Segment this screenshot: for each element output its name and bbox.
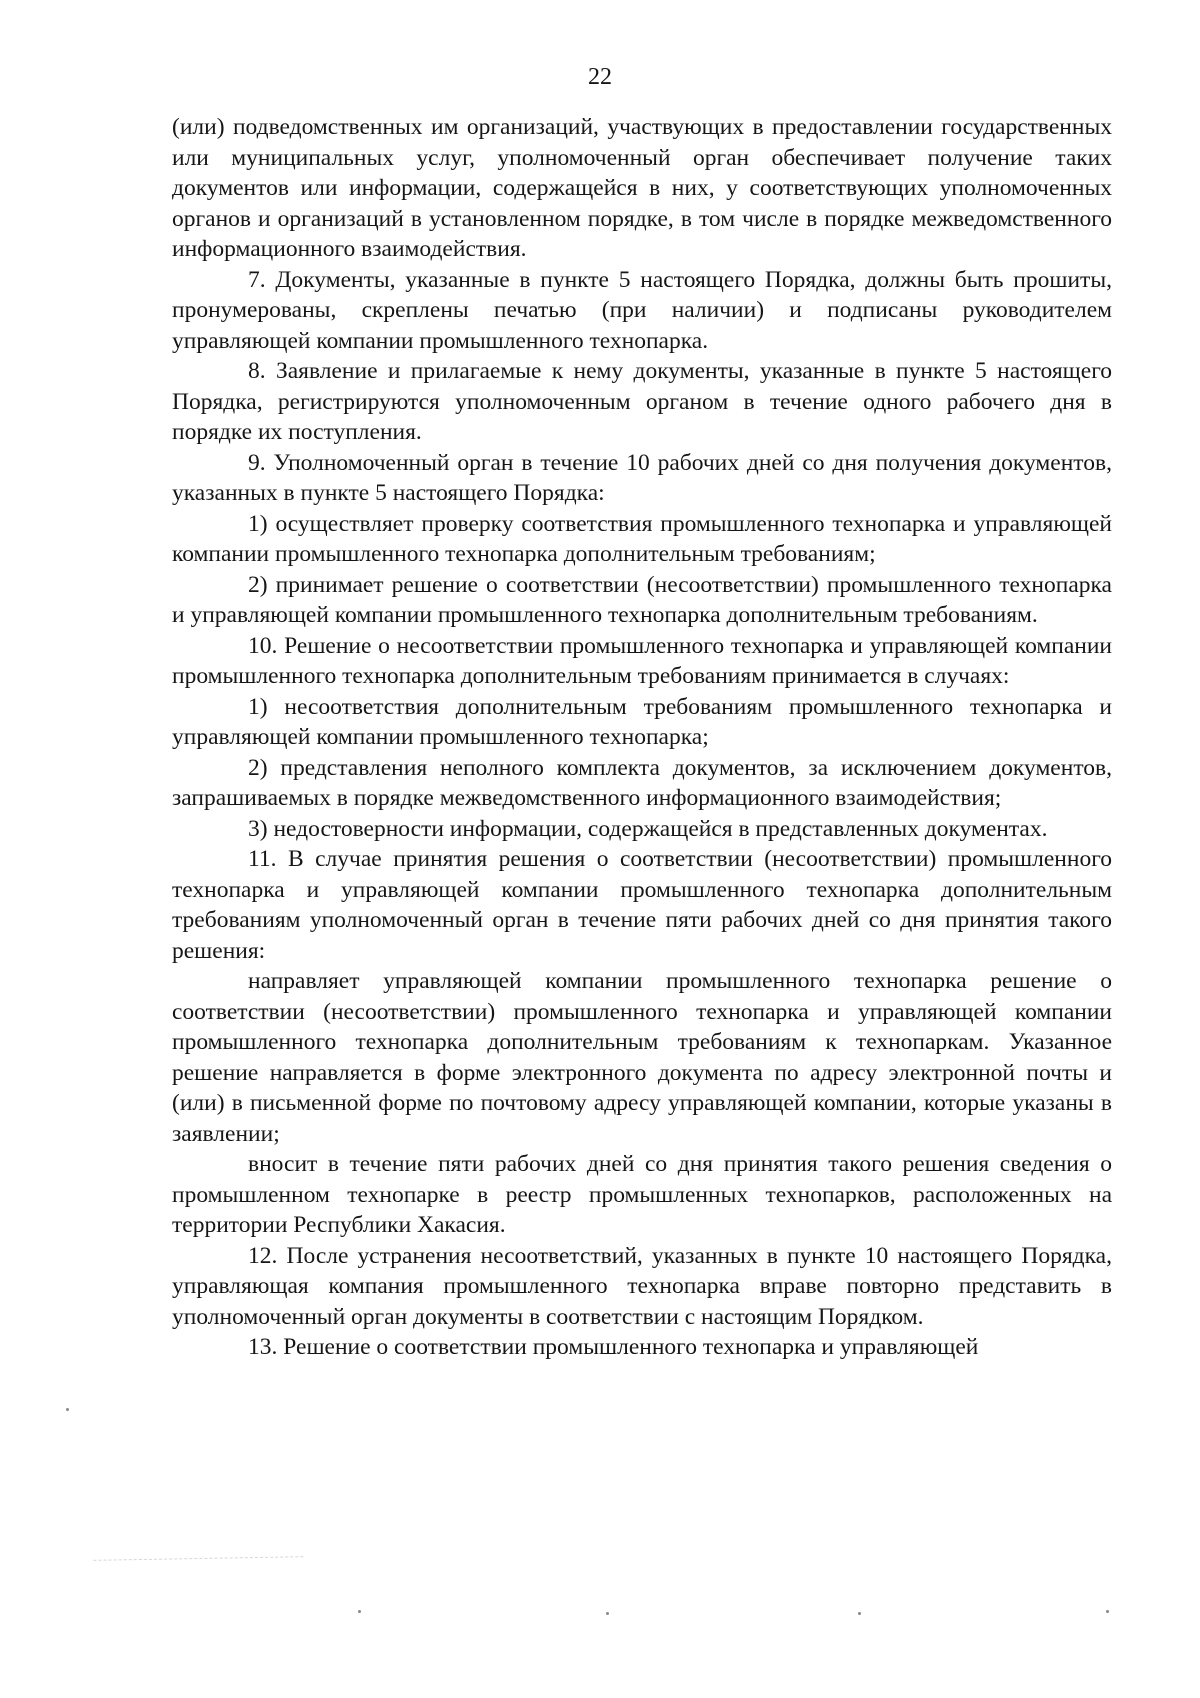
paragraph: 11. В случае принятия решения о соответствии (несоответствии) промышленного технопарка и управляющей компании промышленного технопарка дополнительным требованиям уполномоченный орган в течение пяти рабочих дней со дня принятия такого решения: [172, 846, 1112, 964]
faded-stamp [93, 1556, 304, 1631]
paragraph: вносит в течение пяти рабочих дней со дня принятия такого решения сведения о промышленном технопарке в реестр промышленных технопарков, расположенных на территории Республики Хакасия. [172, 1151, 1112, 1238]
scan-speck [358, 1610, 361, 1613]
paragraph: 9. Уполномоченный орган в течение 10 рабочих дней со дня получения документов, указанных в пункте 5 настоящего Порядка: [172, 449, 1112, 506]
page-number: 22 [588, 64, 612, 90]
paragraph: направляет управляющей компании промышленного технопарка решение о соответствии (несоответствии) промышленного технопарка и управляющей компании промышленного технопарка дополнительным требованиям к технопаркам. Указанное решение направляется в форме электронного документа по адресу электронной почты и (или) в письменной форме по почтовому адресу управляющей компании, которые указаны в заявлении; [172, 968, 1112, 1147]
paragraph: 8. Заявление и прилагаемые к нему документы, указанные в пункте 5 настоящего Порядка, регистрируются уполномоченным органом в течение одного рабочего дня в порядке их поступления. [172, 358, 1112, 445]
paragraph: 13. Решение о соответствии промышленного технопарка и управляющей [248, 1334, 979, 1360]
scan-speck [606, 1612, 609, 1615]
document-body [172, 112, 1112, 1363]
paragraph: 12. После устранения несоответствий, указанных в пункте 10 настоящего Порядка, управляющая компания промышленного технопарка вправе повторно представить в уполномоченный орган документы в соответствии с настоящим Порядком. [172, 1242, 1112, 1330]
scan-speck [858, 1612, 861, 1615]
paragraph: (или) подведомственных им организаций, участвующих в предоставлении государственных или муниципальных услуг, уполномоченный орган обеспечивает получение таких документов или информации, содержащейся в них, у соответствующих уполномоченных органов и организаций в установленном порядке, в том числе в порядке межведомственного информационного взаимодействия. [172, 114, 1112, 262]
paragraph: 10. Решение о несоответствии промышленного технопарка и управляющей компании промышленного технопарка дополнительным требованиям принимается в случаях: [172, 632, 1112, 689]
paragraph: 2) принимает решение о соответствии (несоответствии) промышленного технопарка и управляющей компании промышленного технопарка дополнительным требованиям. [172, 571, 1112, 628]
scan-speck [1106, 1610, 1109, 1613]
paragraph: 1) осуществляет проверку соответствия промышленного технопарка и управляющей компании промышленного технопарка дополнительным требованиям; [172, 510, 1112, 567]
paragraph: 1) несоответствия дополнительным требованиям промышленного технопарка и управляющей компании промышленного технопарка; [172, 693, 1112, 750]
scan-speck [66, 1408, 69, 1411]
paragraph: 7. Документы, указанные в пункте 5 настоящего Порядка, должны быть прошиты, пронумерованы, скреплены печатью (при наличии) и подписаны руководителем управляющей компании промышленного технопарка. [172, 266, 1112, 354]
paragraph: 2) представления неполного комплекта документов, за исключением документов, запрашиваемых в порядке межведомственного информационного взаимодействия; [172, 754, 1112, 811]
paragraph: 3) недостоверности информации, содержащейся в представленных документах. [248, 815, 1048, 842]
